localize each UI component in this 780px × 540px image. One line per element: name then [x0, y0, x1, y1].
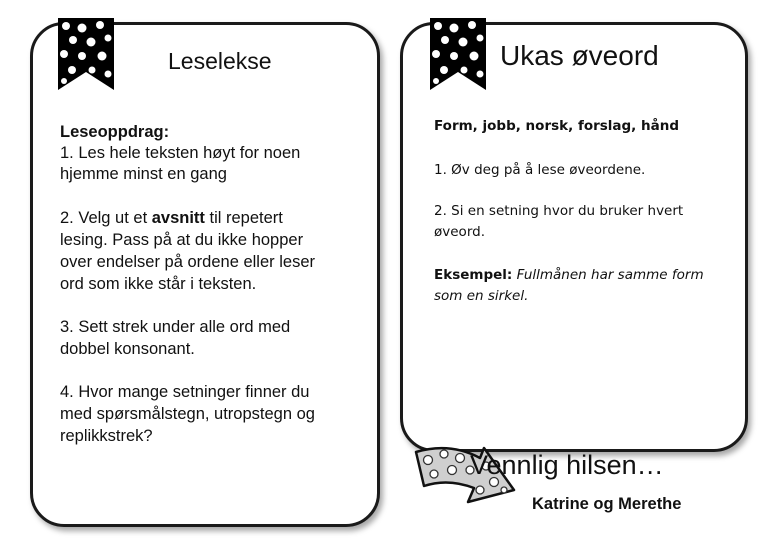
greeting: Vennlig hilsen… [470, 450, 664, 480]
task-2-line-2: lesing. Pass på at du ikke hopper [60, 231, 304, 249]
task-3-line-2: dobbel konsonant. [60, 340, 195, 358]
task-heading: Leseoppdrag: [60, 123, 170, 141]
example-text: Fullmånen har samme form [512, 267, 704, 283]
task-2-line-1 [60, 208, 283, 229]
example-label: Eksempel: [434, 267, 513, 283]
step-1: 1. Øv deg på å lese øveordene. [434, 162, 646, 178]
polka-dot-ribbon-icon [430, 18, 486, 90]
task-1-line-1: 1. Les hele teksten høyt for noen [60, 144, 301, 162]
task-2-text-end: til repetert [204, 209, 283, 227]
step-2-line-2: øveord. [434, 224, 485, 240]
task-4-line-3: replikkstrek? [60, 427, 153, 445]
example-line-2: som en sirkel. [434, 288, 529, 304]
task-2-line-3: over endelser på ordene eller leser [60, 253, 315, 271]
weekly-words-list: Form, jobb, norsk, forslag, hånd [434, 118, 680, 134]
right-card-title: Ukas øveord [500, 40, 659, 71]
task-2-bold-word: avsnitt [151, 209, 205, 227]
task-4-line-2: med spørsmålstegn, utropstegn og [60, 405, 315, 423]
example-line-1 [434, 265, 704, 286]
polka-dot-ribbon-icon [58, 18, 114, 90]
task-3-line-1: 3. Sett strek under alle ord med [60, 318, 291, 336]
step-2-line-1: 2. Si en setning hvor du bruker hvert [434, 203, 684, 219]
task-1-line-2: hjemme minst en gang [60, 165, 227, 183]
signature: Katrine og Merethe [532, 495, 682, 513]
task-2-line-4: ord som ikke står i teksten. [60, 275, 257, 293]
task-4-line-1: 4. Hvor mange setninger finner du [60, 383, 310, 401]
task-2-text: 2. Velg ut et [60, 209, 152, 227]
left-card-title: Leselekse [168, 48, 272, 74]
